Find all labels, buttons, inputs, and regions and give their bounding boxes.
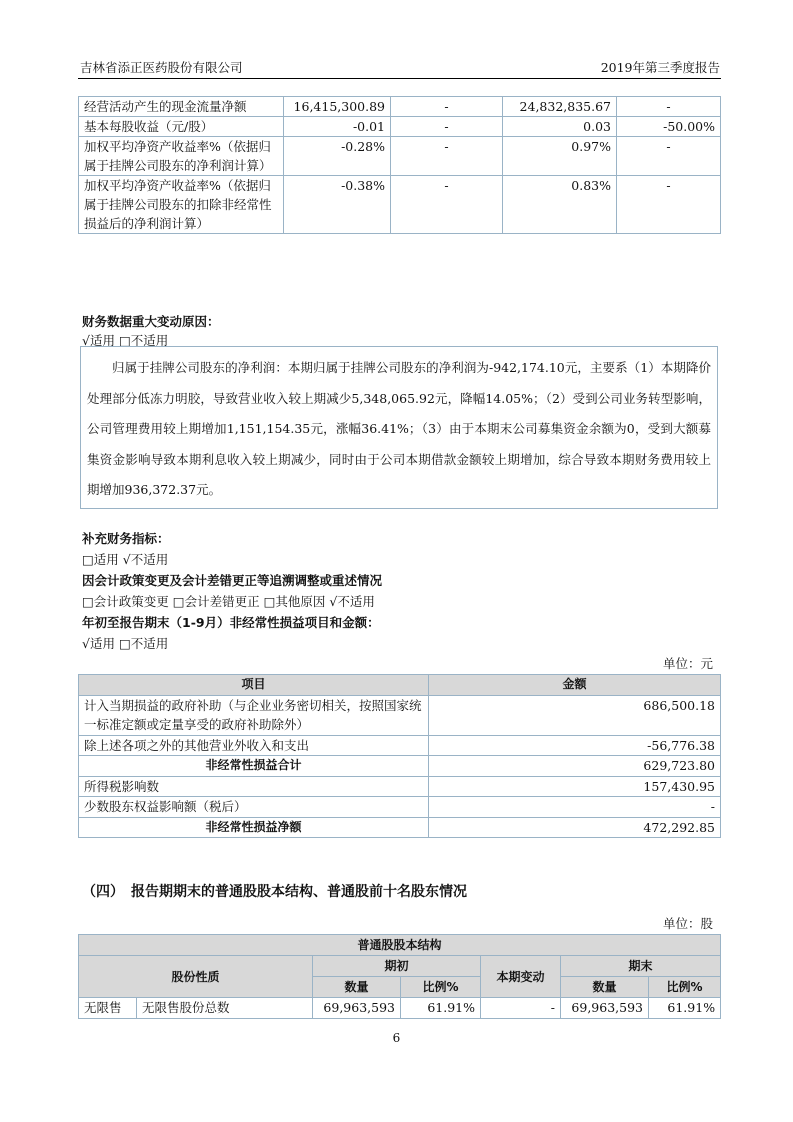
- cell-value: 24,832,835.67: [503, 97, 617, 117]
- header-rule: [78, 78, 721, 79]
- table-row: [79, 97, 721, 117]
- restatement-title: 因会计政策变更及会计差错更正等追溯调整或重述情况: [82, 573, 383, 588]
- item-amount: -56,776.38: [429, 735, 721, 756]
- item-label: 所得税影响数: [79, 776, 429, 797]
- row-label: 基本每股收益（元/股）: [79, 117, 284, 137]
- table-row: [79, 176, 721, 234]
- unit-label: 单位：元: [662, 656, 713, 671]
- item-amount: 157,430.95: [429, 776, 721, 797]
- cell-value: -: [391, 117, 503, 137]
- cell-value: -: [617, 137, 721, 176]
- col-header-amount: 金额: [429, 675, 721, 696]
- item-amount: 686,500.18: [429, 695, 721, 735]
- supplement-title: 补充财务指标：: [82, 531, 170, 546]
- cell-value: -0.28%: [284, 137, 391, 176]
- item-amount: 629,723.80: [429, 756, 721, 777]
- col-header-item: 项目: [79, 675, 429, 696]
- table-header-row: [79, 956, 721, 977]
- col-header-qty: 数量: [313, 977, 401, 998]
- item-amount: 472,292.85: [429, 817, 721, 838]
- nonrecurring-title: 年初至报告期末（1-9月）非经常性损益项目和金额：: [82, 615, 380, 630]
- share-category: 无限售: [79, 998, 137, 1019]
- ratio-begin: 61.91%: [401, 998, 481, 1019]
- col-header-end: 期末: [561, 956, 721, 977]
- report-title: 2019年第三季度报告: [600, 60, 720, 75]
- item-label: 非经常性损益合计: [79, 756, 429, 777]
- table-row: [79, 117, 721, 137]
- company-name: 吉林省添正医药股份有限公司: [80, 60, 243, 75]
- item-label: 非经常性损益净额: [79, 817, 429, 838]
- indicator-table: [78, 96, 721, 234]
- table-row: [79, 695, 721, 735]
- row-label: 加权平均净资产收益率%（依据归属于挂牌公司股东的扣除非经常性损益后的净利润计算）: [79, 176, 284, 234]
- cell-value: -0.01: [284, 117, 391, 137]
- item-label: 除上述各项之外的其他营业外收入和支出: [79, 735, 429, 756]
- cell-value: -50.00%: [617, 117, 721, 137]
- table-row: [79, 776, 721, 797]
- share-structure-table: [78, 934, 721, 1019]
- col-header-change: 本期变动: [481, 956, 561, 998]
- cell-value: 16,415,300.89: [284, 97, 391, 117]
- change-reason-text: 归属于挂牌公司股东的净利润：本期归属于挂牌公司股东的净利润为-942,174.10元，主要系（1）本期降价处理部分低冻力明胶，导致营业收入较上期减少5,348,065.92元，降幅14.05%；（2）受到公司业务转型影响，公司管理费用较上期增加1,151,154.35元，涨幅36.41%；（3）由于本期末公司募集资金余额为0，受到大额募集资金影响导致本期利息收入较上期减少，同时由于公司本期借款金额较上期增加，综合导致本期财务费用较上期增加936,372.37元。: [80, 346, 718, 509]
- nonrecurring-table: [78, 674, 721, 838]
- table-header-row: [79, 675, 721, 696]
- row-label: 经营活动产生的现金流量净额: [79, 97, 284, 117]
- col-header-ratio: 比例%: [649, 977, 721, 998]
- cell-value: -: [617, 97, 721, 117]
- page-number: 6: [392, 1031, 401, 1045]
- cell-value: -: [617, 176, 721, 234]
- item-amount: -: [429, 797, 721, 818]
- row-label: 加权平均净资产收益率%（依据归属于挂牌公司股东的净利润计算）: [79, 137, 284, 176]
- item-label: 计入当期损益的政府补助（与企业业务密切相关，按照国家统一标准定额或定量享受的政府补助除外）: [79, 695, 429, 735]
- table-row: [79, 998, 721, 1019]
- col-header-begin: 期初: [313, 956, 481, 977]
- table-title: 普通股股本结构: [79, 935, 721, 956]
- cell-value: 0.83%: [503, 176, 617, 234]
- cell-value: 0.97%: [503, 137, 617, 176]
- cell-value: -: [391, 137, 503, 176]
- ratio-end: 61.91%: [649, 998, 721, 1019]
- period-change: -: [481, 998, 561, 1019]
- change-reason-options: √适用 □不适用: [82, 333, 169, 348]
- page-header: [80, 58, 720, 78]
- table-row: [79, 797, 721, 818]
- section-heading: （四） 报告期期末的普通股股本结构、普通股前十名股东情况: [82, 884, 467, 900]
- cell-value: -: [391, 176, 503, 234]
- table-row: [79, 756, 721, 777]
- qty-end: 69,963,593: [561, 998, 649, 1019]
- qty-begin: 69,963,593: [313, 998, 401, 1019]
- share-subcategory: 无限售股份总数: [137, 998, 313, 1019]
- nonrecurring-options: √适用 □不适用: [82, 636, 169, 651]
- change-reason-title: 财务数据重大变动原因：: [82, 314, 220, 329]
- col-header-qty: 数量: [561, 977, 649, 998]
- unit-label: 单位：股: [662, 916, 713, 931]
- item-label: 少数股东权益影响额（税后）: [79, 797, 429, 818]
- restatement-options: □会计政策变更 □会计差错更正 □其他原因 √不适用: [82, 594, 375, 609]
- table-row: [79, 817, 721, 838]
- table-title-row: [79, 935, 721, 956]
- col-header-ratio: 比例%: [401, 977, 481, 998]
- table-row: [79, 137, 721, 176]
- supplement-options: □适用 √不适用: [82, 552, 169, 567]
- col-header-nature: 股份性质: [79, 956, 313, 998]
- cell-value: -: [391, 97, 503, 117]
- cell-value: 0.03: [503, 117, 617, 137]
- table-row: [79, 735, 721, 756]
- cell-value: -0.38%: [284, 176, 391, 234]
